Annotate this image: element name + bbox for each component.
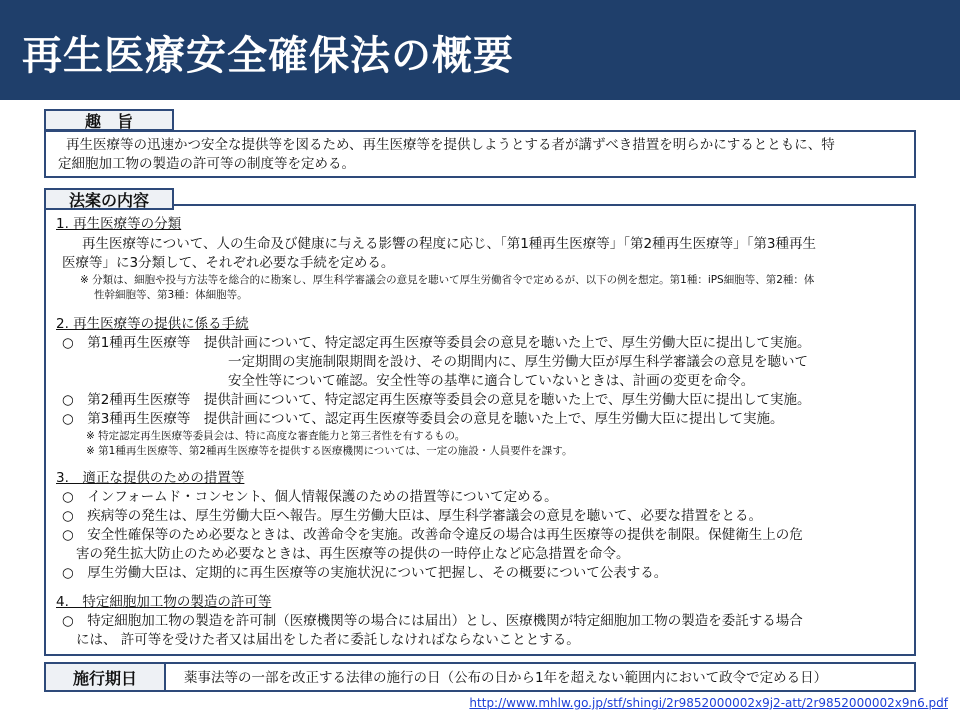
section-1-line: 医療等」に3分類して、それぞれ必要な手続を定める。 — [62, 255, 395, 271]
purpose-tab: 趣 旨 — [44, 109, 174, 131]
section-2-line: ○ 第3種再生医療等 提供計画について、認定再生医療等委員会の意見を聴いた上で、厚生労働大臣に提出して実施。 — [62, 411, 784, 427]
section-3-heading: 3. 適正な提供のための措置等 — [56, 470, 245, 486]
section-3-line: ○ 厚生労働大臣は、定期的に再生医療等の実施状況について把握し、その概要について公表する。 — [62, 565, 668, 581]
section-3-line: ○ 安全性確保等のため必要なときは、改善命令を実施。改善命令違反の場合は再生医療等の提供を制限。保健衛生上の危 — [62, 527, 803, 543]
section-2-line: 一定期間の実施制限期間を設け、その期間内に、厚生労働大臣が厚生科学審議会の意見を聴いて — [228, 354, 808, 370]
section-1-note: 性幹細胞等、第3種：体細胞等。 — [94, 289, 248, 301]
section-2-line: 安全性等について確認。安全性等の基準に適合していないときは、計画の変更を命令。 — [228, 373, 755, 389]
effective-tab: 施行期日 — [44, 662, 166, 692]
section-4-heading: 4. 特定細胞加工物の製造の許可等 — [56, 594, 272, 610]
section-3-line: 害の発生拡大防止のため必要なときは、再生医療等の提供の一時停止など応急措置を命令。 — [76, 546, 630, 562]
section-3-line: ○ 疾病等の発生は、厚生労働大臣へ報告。厚生労働大臣は、厚生科学審議会の意見を聴いて、必要な措置をとる。 — [62, 508, 763, 524]
section-1-note: ※ 分類は、細胞や投与方法等を総合的に勘案し、厚生科学審議会の意見を聴いて厚生労働省令で定めるが、以下の例を想定。第1種：iPS細胞等、第2種：体 — [80, 274, 815, 286]
section-2-line: ○ 第2種再生医療等 提供計画について、特定認定再生医療等委員会の意見を聴いた上で、厚生労働大臣に提出して実施。 — [62, 392, 811, 408]
source-link[interactable]: http://www.mhlw.go.jp/stf/shingi/2r9852000002x9j2-att/2r9852000002x9n6.pdf — [469, 696, 948, 710]
section-2-note: ※ 第1種再生医療等、第2種再生医療等を提供する医療機関については、一定の施設・人員要件を課す。 — [86, 445, 573, 457]
section-1-line: 再生医療等について、人の生命及び健康に与える影響の程度に応じ、「第1種再生医療等」「第2種再生医療等」「第3種再生 — [82, 236, 816, 252]
section-2-heading: 2. 再生医療等の提供に係る手続 — [56, 316, 249, 332]
purpose-line-1: 再生医療等の迅速かつ安全な提供等を図るため、再生医療等を提供しようとする者が講ずべき措置を明らかにするとともに、特 — [66, 137, 835, 153]
section-4-line: ○ 特定細胞加工物の製造を許可制（医療機関等の場合には届出）とし、医療機関が特定細胞加工物の製造を委託する場合 — [62, 613, 803, 629]
section-4-line: には、 許可等を受けた者又は届出をした者に委託しなければならないこととする。 — [76, 632, 580, 648]
section-2-note: ※ 特定認定再生医療等委員会は、特に高度な審査能力と第三者性を有するもの。 — [86, 430, 466, 442]
purpose-line-2: 定細胞加工物の製造の許可等の制度等を定める。 — [58, 156, 355, 172]
effective-box — [44, 662, 916, 692]
section-2-line: ○ 第1種再生医療等 提供計画について、特定認定再生医療等委員会の意見を聴いた上で、厚生労働大臣に提出して実施。 — [62, 335, 811, 351]
section-3-line: ○ インフォームド・コンセント、個人情報保護のための措置等について定める。 — [62, 489, 558, 505]
content-tab: 法案の内容 — [44, 188, 174, 210]
content-box — [44, 204, 916, 656]
effective-text: 薬事法等の一部を改正する法律の施行の日（公布の日から1年を超えない範囲内において政令で定める日） — [184, 670, 828, 686]
section-1-heading: 1. 再生医療等の分類 — [56, 216, 182, 232]
page-title: 再生医療安全確保法の概要 — [22, 33, 514, 79]
title-bar — [0, 0, 960, 100]
purpose-box — [44, 130, 916, 178]
